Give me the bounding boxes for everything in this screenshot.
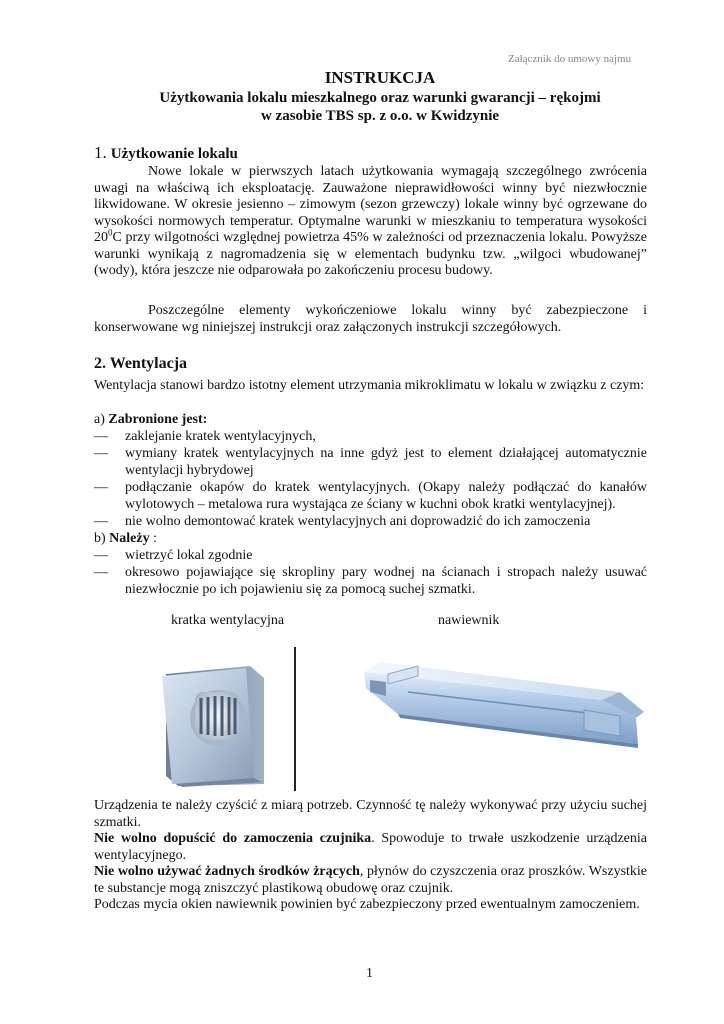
dash-bullet: —	[94, 548, 108, 563]
cleaning-line	[94, 864, 647, 897]
section-1-heading	[94, 143, 238, 163]
degree-superscript: 0	[108, 227, 113, 238]
vent-grille-image	[158, 660, 270, 788]
trickle-vent-image	[358, 652, 650, 754]
warning-text: Nie wolno używać żadnych środków żrących	[94, 864, 360, 879]
cleaning-line: Urządzenia te należy czyścić z miarą potrzeb. Czynność tę należy wykonywać przy użyciu suchej szmatki.	[94, 798, 647, 830]
section-2-intro: Wentylacja stanowi bardzo istotny element utrzymania mikroklimatu w lokalu w związku z czym:	[94, 378, 645, 393]
list-item-text: wietrzyć lokal zgodnie	[125, 548, 253, 563]
dash-bullet: —	[94, 565, 108, 580]
label-suffix: :	[149, 531, 157, 546]
list-item-text: zaklejanie kratek wentylacyjnych,	[125, 429, 316, 444]
document-title: INSTRUKCJA	[324, 68, 436, 87]
list-item-text: podłączanie okapów do kratek wentylacyjnych. (Okapy należy podłączać do kanałów wylotowych – metalowa rura wystająca ze ściany w kuchni obok kratki wentylacyjnej).	[125, 480, 647, 512]
list-prefix: b)	[94, 531, 106, 546]
section-1-number: 1.	[94, 143, 107, 162]
list-item-text: wymiany kratek wentylacyjnych na inne gdyż jest to element działającej automatycznie wentylacji hybrydowej	[125, 446, 647, 478]
forbidden-label	[94, 412, 207, 429]
page-number: 1	[366, 966, 373, 981]
warning-text: Nie wolno dopuścić do zamoczenia czujnika	[94, 831, 372, 846]
cleaning-line: Podczas mycia okien nawiewnik powinien być zabezpieczony przed ewentualnym zamoczeniem.	[94, 897, 640, 912]
document-subtitle-line-2: w zasobie TBS sp. z o.o. w Kwidzynie	[260, 108, 500, 124]
cleaning-text: , płynów do czyszczenia oraz proszków. Wszystkie te substancje mogą zniszczyć plastikową obudowę oraz czujnik.	[94, 864, 648, 896]
cleaning-paragraph	[94, 798, 647, 914]
dash-bullet: —	[94, 429, 108, 444]
section-1-title: Użytkowanie lokalu	[110, 146, 238, 162]
paragraph-text: C przy wilgotności względnej powietrza 45% w zależności od przeznaczenia lokalu. Powyższe warunki wynikają z nagromadzenia się w elementach budynku tzw. „wilgoci wbudowanej” (wody), która jeszcze nie odparowała po zakończeniu procesu budowy.	[94, 230, 647, 278]
caption-trickle-vent: nawiewnik	[438, 613, 500, 628]
list-item-text: nie wolno demontować kratek wentylacyjnych ani doprowadzić do ich zamoczenia	[125, 514, 591, 529]
section-2-heading: 2. Wentylacja	[94, 355, 188, 372]
caption-vent-grille: kratka wentylacyjna	[171, 613, 285, 628]
cleaning-line	[94, 831, 647, 864]
section-1-paragraph-2: Poszczególne elementy wykończeniowe lokalu winny być zabezpieczone i konserwowane wg niniejszej instrukcji oraz załączonych instrukcji szczegółowych.	[94, 303, 647, 335]
image-divider	[294, 647, 296, 791]
list-item-text: okresowo pojawiające się skropliny pary wodnej na ścianach i stropach należy usuwać niezwłocznie po ich pojawieniu się za pomocą suchej szmatki.	[125, 565, 647, 597]
forbidden-heading: Zabronione jest:	[108, 412, 208, 427]
cleaning-text: . Spowoduje to trwałe uszkodzenie urządzenia wentylacyjnego.	[94, 831, 647, 863]
paragraph-text: Nowe lokale w pierwszych latach użytkowania wymagają szczególnego zwrócenia uwagi na właściwą ich eksploatację. Zauważone nieprawidłowości winny być niezwłocznie likwidowane. W okresie jesienno – zimowym (sezon grzewczy) lokale winny być ogrzewane do wysokości normowych temperatur. Optymalne warunki w mieszkaniu to temperatura wysokości 20	[94, 164, 647, 245]
section-1-paragraph-1	[94, 164, 647, 280]
list-prefix: a)	[94, 412, 105, 427]
annex-note: Załącznik do umowy najmu	[508, 53, 632, 65]
required-label	[94, 531, 157, 548]
dash-bullet: —	[94, 514, 108, 529]
dash-bullet: —	[94, 480, 108, 495]
required-heading: Należy	[109, 531, 150, 546]
document-subtitle-line-1: Użytkowania lokalu mieszkalnego oraz warunki gwarancji – rękojmi	[159, 90, 601, 106]
dash-bullet: —	[94, 446, 108, 461]
